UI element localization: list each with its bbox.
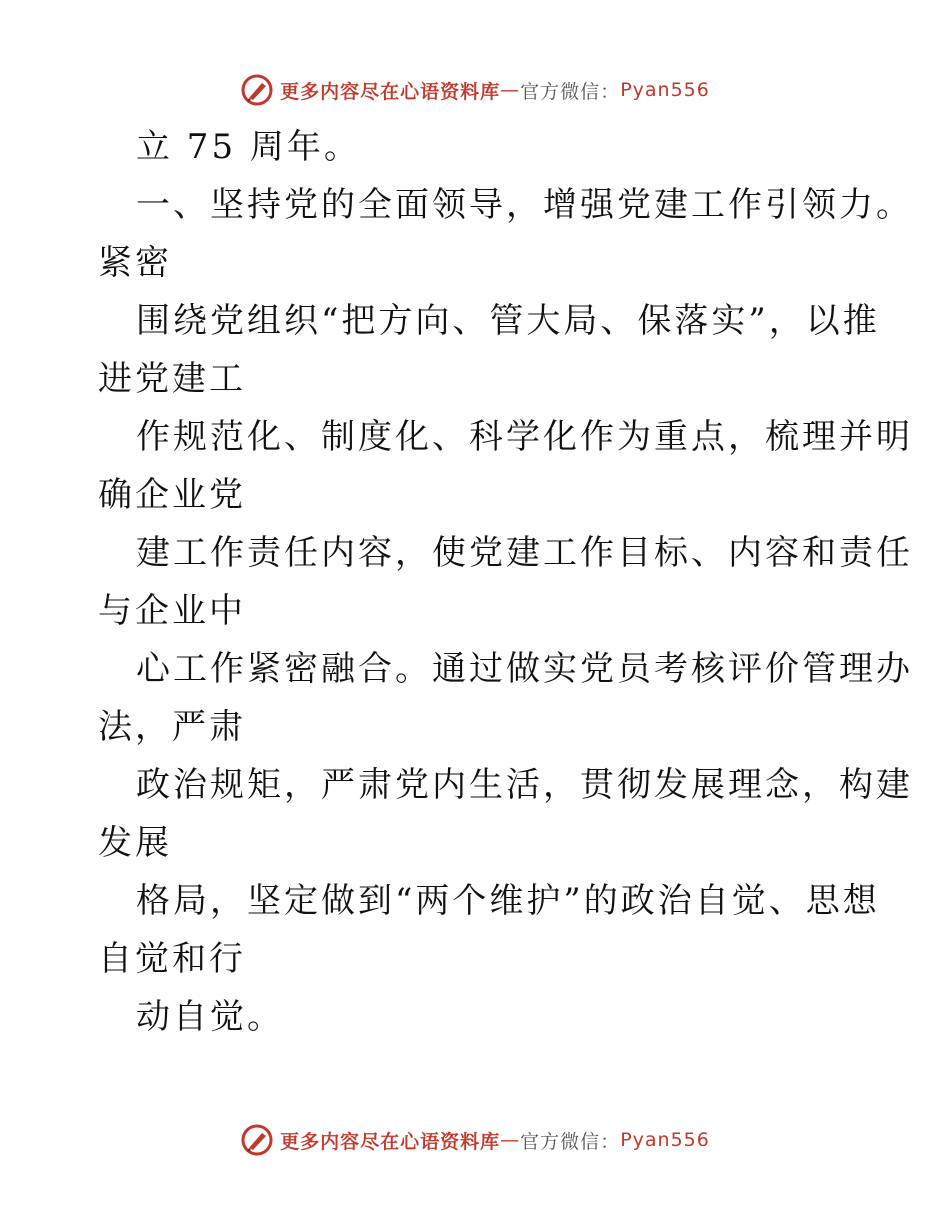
watermark-official-label: 官方微信： bbox=[520, 1130, 621, 1153]
text-line: 作规范化、制度化、科学化作为重点，梳理并明 bbox=[136, 417, 913, 457]
watermark-wechat-id: Pyan556 bbox=[620, 1129, 710, 1151]
pen-circle-logo-icon bbox=[240, 1123, 274, 1157]
text-line: 确企业党 bbox=[98, 475, 246, 515]
text-line: 围绕党组织“把方向、管大局、保落实”，以推 bbox=[136, 301, 880, 341]
text-line: 紧密 bbox=[98, 243, 172, 283]
watermark-official-label: 官方微信： bbox=[520, 80, 621, 103]
watermark-brand: 更多内容尽在心语资料库 bbox=[280, 80, 501, 103]
pen-circle-logo-icon bbox=[240, 73, 274, 107]
text-line: 格局，坚定做到“两个维护”的政治自觉、思想 bbox=[136, 881, 880, 921]
watermark-dash: — bbox=[500, 79, 521, 101]
text-line: 建工作责任内容，使党建工作目标、内容和责任 bbox=[136, 533, 913, 573]
header-watermark bbox=[0, 70, 950, 110]
text-line: 一、坚持党的全面领导，增强党建工作引领力。 bbox=[136, 185, 913, 225]
text-line: 动自觉。 bbox=[136, 997, 284, 1037]
text-line: 自觉和行 bbox=[98, 939, 246, 979]
text-line: 政治规矩，严肃党内生活，贯彻发展理念，构建 bbox=[136, 765, 913, 805]
text-line: 法，严肃 bbox=[98, 707, 246, 747]
watermark-brand: 更多内容尽在心语资料库 bbox=[280, 1130, 501, 1153]
text-line: 立 75 周年。 bbox=[136, 127, 361, 167]
text-line: 发展 bbox=[98, 823, 172, 863]
footer-watermark bbox=[0, 1120, 950, 1160]
text-line: 心工作紧密融合。通过做实党员考核评价管理办 bbox=[136, 649, 913, 689]
body-text bbox=[98, 118, 913, 1046]
text-line: 进党建工 bbox=[98, 359, 246, 399]
watermark-dash: — bbox=[500, 1129, 521, 1151]
watermark-wechat-id: Pyan556 bbox=[620, 79, 710, 101]
text-line: 与企业中 bbox=[98, 591, 246, 631]
